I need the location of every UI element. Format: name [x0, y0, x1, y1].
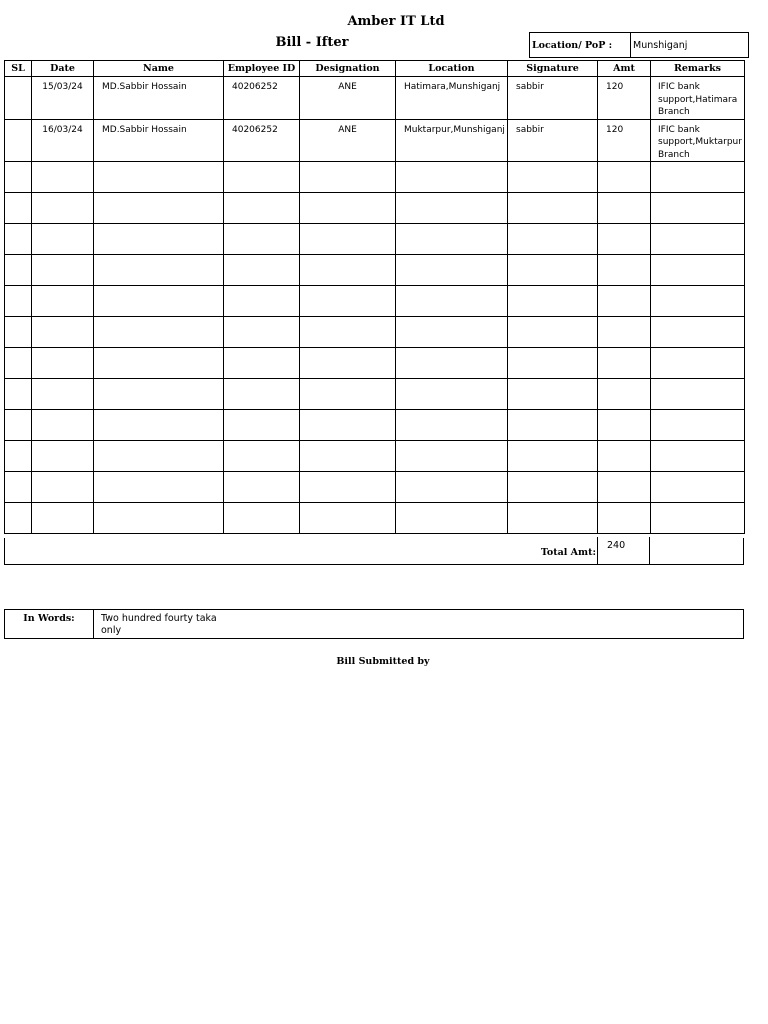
cell-sl	[5, 119, 32, 162]
empty-cell	[396, 472, 508, 503]
empty-table-row	[5, 193, 745, 224]
empty-cell	[300, 379, 396, 410]
bill-table	[4, 60, 745, 534]
empty-cell	[5, 193, 32, 224]
empty-cell	[32, 348, 94, 379]
column-header-designation: Designation	[300, 61, 396, 77]
empty-table-row	[5, 317, 745, 348]
cell-name: MD.Sabbir Hossain	[94, 77, 224, 120]
empty-cell	[224, 255, 300, 286]
column-header-date: Date	[32, 61, 94, 77]
empty-cell	[5, 286, 32, 317]
empty-table-row	[5, 472, 745, 503]
empty-cell	[396, 317, 508, 348]
empty-cell	[598, 224, 651, 255]
empty-cell	[32, 441, 94, 472]
empty-cell	[598, 441, 651, 472]
empty-cell	[94, 410, 224, 441]
empty-table-row	[5, 503, 745, 534]
empty-cell	[508, 317, 598, 348]
empty-cell	[94, 286, 224, 317]
empty-cell	[5, 255, 32, 286]
empty-cell	[508, 503, 598, 534]
empty-cell	[396, 255, 508, 286]
empty-cell	[94, 503, 224, 534]
empty-cell	[5, 317, 32, 348]
total-label: Total Amt:	[540, 547, 596, 558]
empty-cell	[32, 472, 94, 503]
empty-cell	[396, 193, 508, 224]
empty-cell	[5, 503, 32, 534]
column-header-signature: Signature	[508, 61, 598, 77]
empty-cell	[94, 472, 224, 503]
empty-cell	[94, 379, 224, 410]
empty-table-row	[5, 348, 745, 379]
empty-cell	[508, 255, 598, 286]
cell-remarks: IFIC bank support,Hatimara Branch	[651, 77, 745, 120]
empty-cell	[300, 441, 396, 472]
empty-cell	[598, 503, 651, 534]
empty-cell	[224, 379, 300, 410]
empty-cell	[5, 472, 32, 503]
cell-name: MD.Sabbir Hossain	[94, 119, 224, 162]
empty-cell	[5, 410, 32, 441]
in-words-box	[4, 609, 744, 639]
total-amount: 240	[597, 537, 650, 564]
empty-cell	[651, 255, 745, 286]
empty-cell	[508, 379, 598, 410]
empty-cell	[300, 348, 396, 379]
empty-cell	[94, 317, 224, 348]
empty-cell	[32, 379, 94, 410]
cell-signature: sabbir	[508, 77, 598, 120]
empty-cell	[5, 348, 32, 379]
empty-cell	[651, 410, 745, 441]
empty-cell	[508, 441, 598, 472]
cell-sl	[5, 77, 32, 120]
cell-amt: 120	[598, 119, 651, 162]
empty-cell	[651, 317, 745, 348]
empty-cell	[396, 348, 508, 379]
empty-cell	[300, 193, 396, 224]
empty-cell	[598, 317, 651, 348]
empty-cell	[396, 379, 508, 410]
column-header-remarks: Remarks	[651, 61, 745, 77]
empty-table-row	[5, 286, 745, 317]
empty-cell	[651, 472, 745, 503]
empty-cell	[598, 379, 651, 410]
empty-cell	[224, 286, 300, 317]
empty-cell	[651, 348, 745, 379]
in-words-label: In Words:	[5, 610, 94, 638]
location-box	[529, 32, 749, 58]
empty-cell	[508, 193, 598, 224]
table-row	[5, 77, 745, 120]
empty-cell	[300, 317, 396, 348]
empty-cell	[598, 193, 651, 224]
empty-cell	[224, 193, 300, 224]
cell-designation: ANE	[300, 77, 396, 120]
empty-cell	[598, 472, 651, 503]
empty-cell	[224, 441, 300, 472]
empty-cell	[224, 317, 300, 348]
cell-date: 15/03/24	[32, 77, 94, 120]
empty-cell	[224, 503, 300, 534]
empty-cell	[300, 286, 396, 317]
empty-table-row	[5, 255, 745, 286]
location-value: Munshiganj	[633, 39, 688, 51]
empty-cell	[508, 472, 598, 503]
column-header-sl: SL	[5, 61, 32, 77]
empty-cell	[598, 348, 651, 379]
empty-cell	[32, 503, 94, 534]
company-name: Amber IT Ltd	[347, 14, 445, 29]
empty-cell	[224, 472, 300, 503]
empty-cell	[32, 193, 94, 224]
column-header-name: Name	[94, 61, 224, 77]
empty-cell	[32, 162, 94, 193]
empty-cell	[32, 317, 94, 348]
empty-cell	[5, 379, 32, 410]
cell-location: Hatimara,Munshiganj	[396, 77, 508, 120]
empty-cell	[300, 162, 396, 193]
empty-cell	[651, 379, 745, 410]
total-row	[4, 538, 744, 565]
empty-cell	[651, 224, 745, 255]
column-header-amt: Amt	[598, 61, 651, 77]
empty-table-row	[5, 224, 745, 255]
cell-employee-id: 40206252	[224, 77, 300, 120]
empty-cell	[396, 224, 508, 255]
empty-cell	[396, 441, 508, 472]
empty-cell	[508, 348, 598, 379]
empty-cell	[508, 162, 598, 193]
bill-title: Bill - Ifter	[275, 35, 349, 50]
empty-cell	[300, 472, 396, 503]
empty-cell	[300, 410, 396, 441]
empty-cell	[651, 286, 745, 317]
cell-employee-id: 40206252	[224, 119, 300, 162]
empty-cell	[396, 162, 508, 193]
empty-cell	[396, 410, 508, 441]
empty-cell	[598, 255, 651, 286]
empty-cell	[396, 503, 508, 534]
empty-table-row	[5, 379, 745, 410]
empty-cell	[300, 255, 396, 286]
column-header-location: Location	[396, 61, 508, 77]
empty-cell	[651, 193, 745, 224]
empty-cell	[651, 162, 745, 193]
column-header-employee-id: Employee ID	[224, 61, 300, 77]
empty-cell	[508, 410, 598, 441]
empty-cell	[32, 224, 94, 255]
empty-cell	[224, 224, 300, 255]
empty-cell	[32, 410, 94, 441]
cell-remarks: IFIC bank support,Muktarpur Branch	[651, 119, 745, 162]
empty-cell	[5, 441, 32, 472]
cell-amt: 120	[598, 77, 651, 120]
table-row	[5, 119, 745, 162]
empty-cell	[32, 255, 94, 286]
empty-cell	[5, 224, 32, 255]
empty-cell	[651, 441, 745, 472]
empty-table-row	[5, 410, 745, 441]
empty-cell	[598, 410, 651, 441]
empty-cell	[300, 224, 396, 255]
in-words-value: Two hundred fourty taka only	[101, 613, 217, 636]
empty-cell	[508, 224, 598, 255]
empty-cell	[396, 286, 508, 317]
empty-cell	[94, 162, 224, 193]
empty-cell	[5, 162, 32, 193]
empty-cell	[94, 193, 224, 224]
table-header-row	[5, 61, 745, 77]
empty-cell	[651, 503, 745, 534]
empty-cell	[224, 348, 300, 379]
bill-submitted-by: Bill Submitted by	[336, 656, 430, 667]
cell-location: Muktarpur,Munshiganj	[396, 119, 508, 162]
empty-cell	[508, 286, 598, 317]
empty-cell	[224, 162, 300, 193]
empty-cell	[94, 348, 224, 379]
cell-designation: ANE	[300, 119, 396, 162]
empty-cell	[300, 503, 396, 534]
empty-cell	[94, 441, 224, 472]
cell-signature: sabbir	[508, 119, 598, 162]
cell-date: 16/03/24	[32, 119, 94, 162]
empty-cell	[32, 286, 94, 317]
empty-table-row	[5, 441, 745, 472]
empty-cell	[94, 224, 224, 255]
empty-cell	[598, 162, 651, 193]
empty-table-row	[5, 162, 745, 193]
empty-cell	[224, 410, 300, 441]
location-label: Location/ PoP :	[530, 33, 631, 57]
empty-cell	[598, 286, 651, 317]
empty-cell	[94, 255, 224, 286]
